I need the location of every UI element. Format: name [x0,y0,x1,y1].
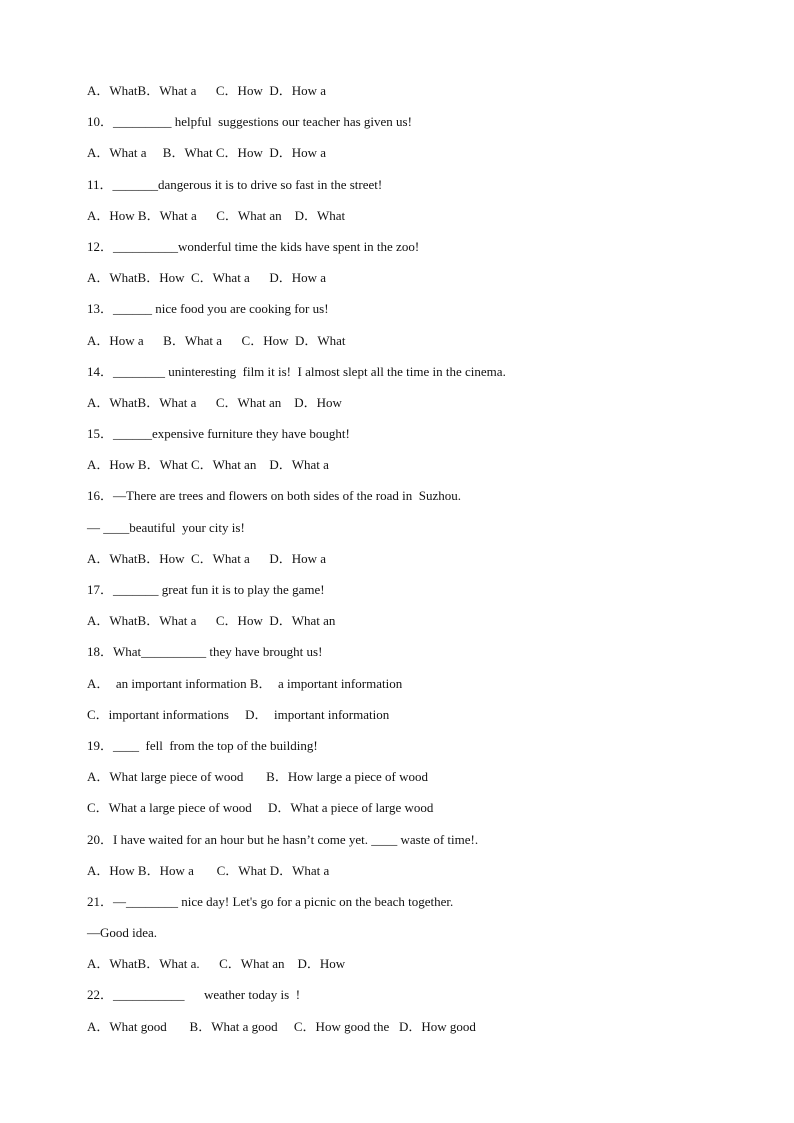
question-line: 10．_________ helpful suggestions our teacher has given us! [87,114,412,130]
question-line: 16．—There are trees and flowers on both sides of the road in Suzhou. [87,488,462,504]
question-line: 11．_______dangerous it is to drive so fast in the street! [87,176,383,192]
question-line: 17．_______ great fun it is to play the game! [87,582,325,597]
question-line: 18．What__________ they have brought us! [87,644,323,660]
options-line: A．WhatB．How C．What a D．How a [87,550,327,566]
options-line: A．What large piece of wood B．How large a piece of wood [87,769,429,785]
options-line: A．How B．What a C．What an D．What [87,207,346,223]
question-line: 13．______ nice food you are cooking for us! [87,301,329,317]
options-line: A．How a B．What a C．How D．What [87,332,346,348]
options-line: A．What good B．What a good C．How good the D．How good [87,1018,476,1034]
question-line: 19．____ fell from the top of the building! [87,737,318,753]
question-line: 14．________ uninteresting film it is! I almost slept all the time in the cinema. [87,363,506,379]
exercise-lines [87,82,767,1049]
options-line: A．WhatB．What a. C．What an D．How [87,956,346,972]
dialogue-line: —Good idea. [87,925,158,941]
options-line: C．What a large piece of wood D．What a piece of large wood [87,800,434,816]
text-line: A．WhatB．What a C．How D．How a [87,83,327,98]
options-line: A．What a B．What C．How D．How a [87,145,327,161]
options-line: A．WhatB．How C．What a D．How a [87,270,327,286]
question-line: 21．—________ nice day! Let's go for a picnic on the beach together. [87,893,454,909]
dialogue-line: — ____beautiful your city is! [87,519,245,535]
question-line: 15．______expensive furniture they have bought! [87,426,350,442]
options-line: A．How B．What C．What an D．What a [87,457,329,473]
options-line: A．WhatB．What a C．How D．What an [87,613,336,629]
options-line: C．important informations D． important information [87,706,390,722]
options-line: A． an important information B． a important information [87,675,403,691]
options-line: A．How B．How a C．What D．What a [87,862,330,878]
options-line: A．WhatB．What a C．What an D．How [87,394,342,410]
question-line: 12．__________wonderful time the kids have spent in the zoo! [87,238,420,254]
question-line: 22．___________ weather today is ! [87,987,301,1003]
question-line: 20．I have waited for an hour but he hasn’t come yet. ____ waste of time!. [87,831,479,847]
